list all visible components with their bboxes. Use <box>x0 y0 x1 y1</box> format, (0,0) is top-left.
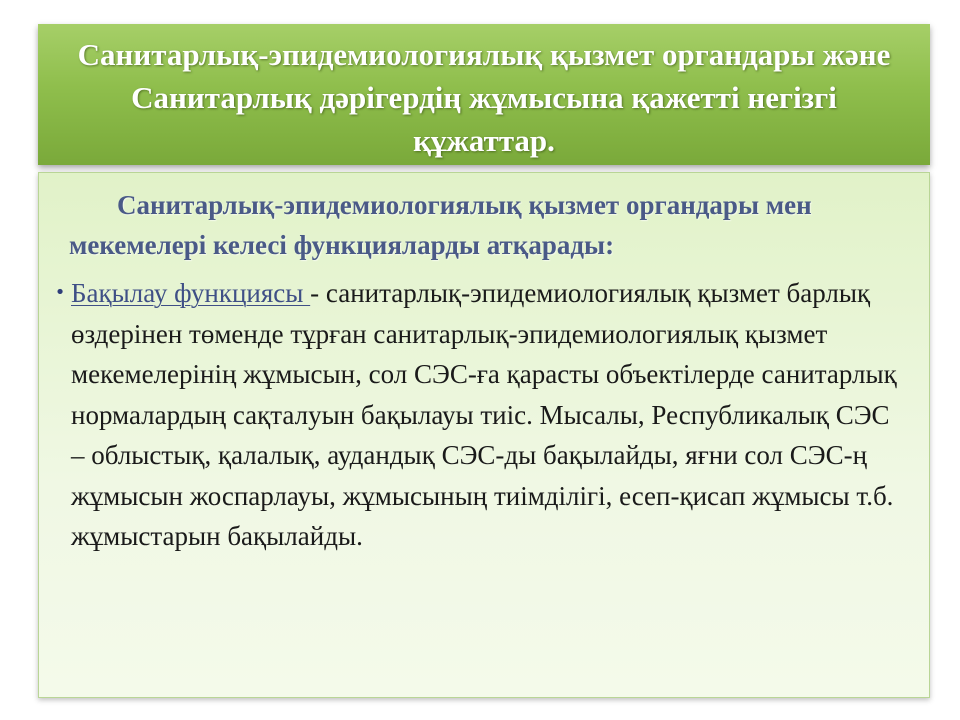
content-panel <box>38 172 930 698</box>
bullet-item <box>49 273 909 557</box>
title-bar <box>38 24 930 165</box>
bullet-paragraph <box>71 273 909 557</box>
bullet-separator: - <box>310 278 326 308</box>
bullet-marker-icon: • <box>54 282 66 303</box>
intro-text: Санитарлық-эпидемиологиялық қызмет органдары мен мекемелері келесі функцияларды атқарады: <box>69 190 812 260</box>
bullet-body-text: санитарлық-эпидемиологиялық қызмет барлық өздерінен төменде тұрған санитарлық-эпидемиологиялық қызмет мекемелерінің жұмысын, сол СЭС-ға қарасты объектілерде санитарлық нормалардың сақталуын бақылауы тиіс. Мысалы, Республикалық СЭС – облыстық, қалалық, аудандық СЭС-ды бақылайды, яғни сол СЭС-ң жұмысын жоспарлауы, жұмысының тиімділігі, есеп-қисап жұмысы т.б. жұмыстарын бақылайды. <box>71 278 897 551</box>
bullet-term-link[interactable]: Бақылау функциясы <box>71 278 311 308</box>
slide-title: Санитарлық-эпидемиологиялық қызмет органдары және Санитарлық дәрігердің жұмысына қажетті негізгі құжаттар. <box>77 37 891 158</box>
